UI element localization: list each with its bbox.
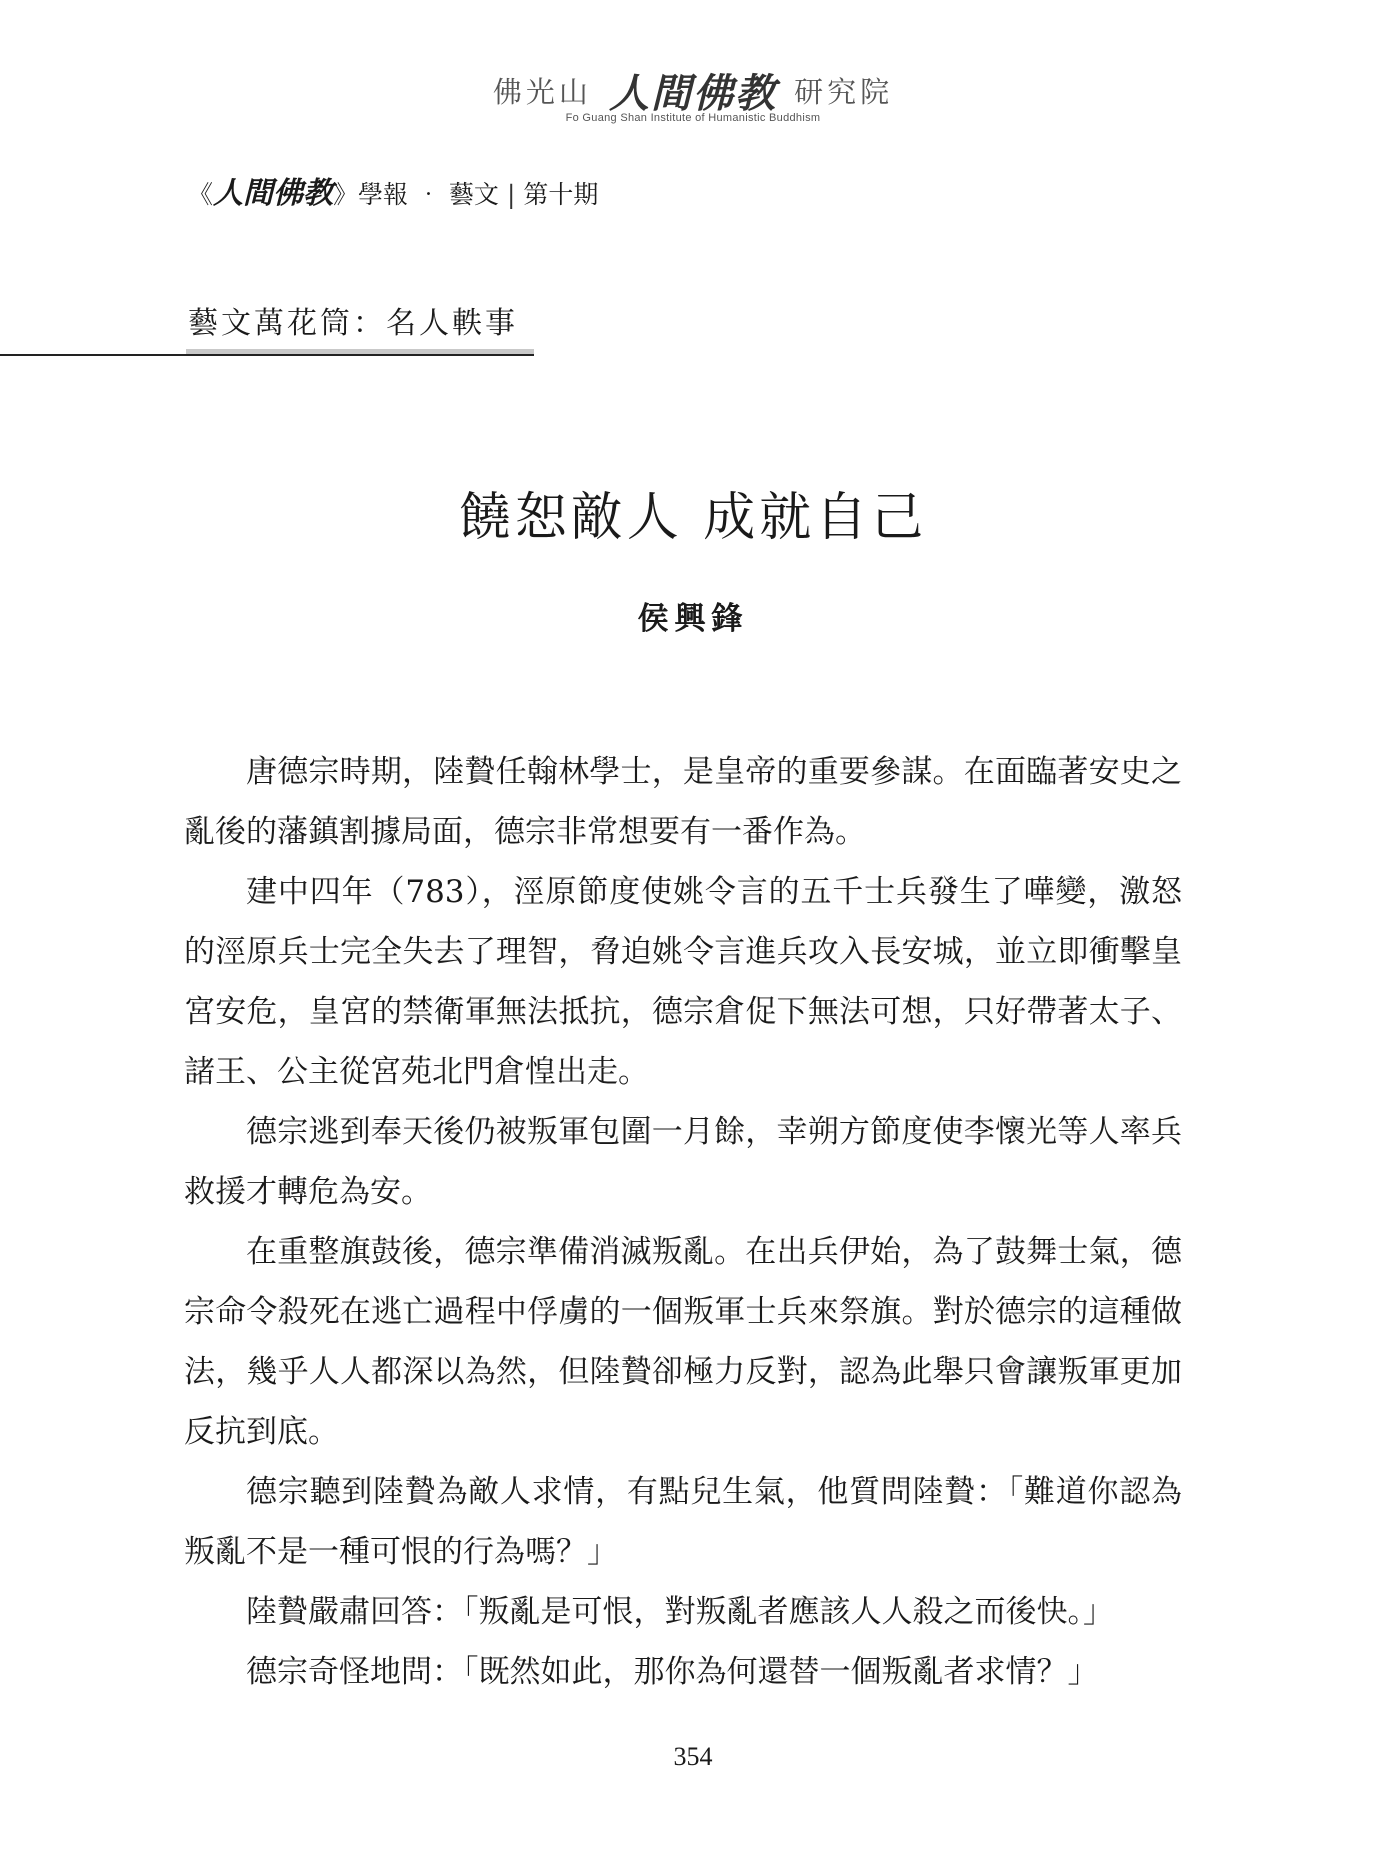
- journal-running-head: [188, 168, 598, 212]
- journal-open-bracket: 《: [188, 180, 214, 209]
- journal-issue: 第十期: [523, 180, 599, 209]
- paragraph: 德宗聽到陸贄為敵人求情，有點兒生氣，他質問陸贄：「難道你認為叛亂不是一種可恨的行為嗎？」: [184, 1474, 1182, 1570]
- journal-subtitle: 學報 ‧ 藝文: [358, 180, 499, 209]
- paragraph: 德宗逃到奉天後仍被叛軍包圍一月餘，幸朔方節度使李懷光等人率兵救援才轉危為安。: [184, 1114, 1182, 1210]
- section-underline-black: [0, 354, 534, 356]
- paragraph: 在重整旗鼓後，德宗準備消滅叛亂。在出兵伊始，為了鼓舞士氣，德宗命令殺死在逃亡過程中俘虜的一個叛軍士兵來祭旗。對於德宗的這種做法，幾乎人人都深以為然，但陸贄卻極力反對，認為此舉只會讓叛軍更加反抗到底。: [184, 1234, 1182, 1450]
- article-body: [184, 742, 1182, 1702]
- section-label: 藝文萬花筒：名人軼事: [188, 306, 518, 341]
- paragraph: 德宗奇怪地問：「既然如此，那你為何還替一個叛亂者求情？」: [246, 1654, 1099, 1690]
- institute-name-left: 佛光山: [492, 75, 592, 109]
- institute-english-name: Fo Guang Shan Institute of Humanistic Buddhism: [565, 112, 821, 124]
- journal-separator: |: [506, 180, 516, 209]
- institute-header: [0, 62, 1386, 119]
- institute-name-right: 研究院: [794, 75, 894, 109]
- paragraph: 唐德宗時期，陸贄任翰林學士，是皇帝的重要參謀。在面臨著安史之亂後的藩鎮割據局面，德宗非常想要有一番作為。: [184, 754, 1182, 850]
- institute-logo-brand: 人間佛教: [609, 71, 777, 117]
- article-title: 饒恕敵人 成就自己: [458, 488, 928, 548]
- article-author: 侯興鋒: [637, 601, 749, 637]
- page-number: 354: [673, 1742, 713, 1771]
- journal-close-bracket: 》: [333, 180, 359, 209]
- paragraph: 陸贄嚴肅回答：「叛亂是可恨，對叛亂者應該人人殺之而後快。」: [246, 1594, 1114, 1630]
- journal-title-logo: 人間佛教: [213, 176, 334, 211]
- paragraph: 建中四年（783），涇原節度使姚令言的五千士兵發生了嘩變，激怒的涇原兵士完全失去了理智，脅迫姚令言進兵攻入長安城，並立即衝擊皇宮安危，皇宮的禁衛軍無法抵抗，德宗倉促下無法可想，只好帶著太子、諸王、公主從宮苑北門倉惶出走。: [184, 874, 1182, 1090]
